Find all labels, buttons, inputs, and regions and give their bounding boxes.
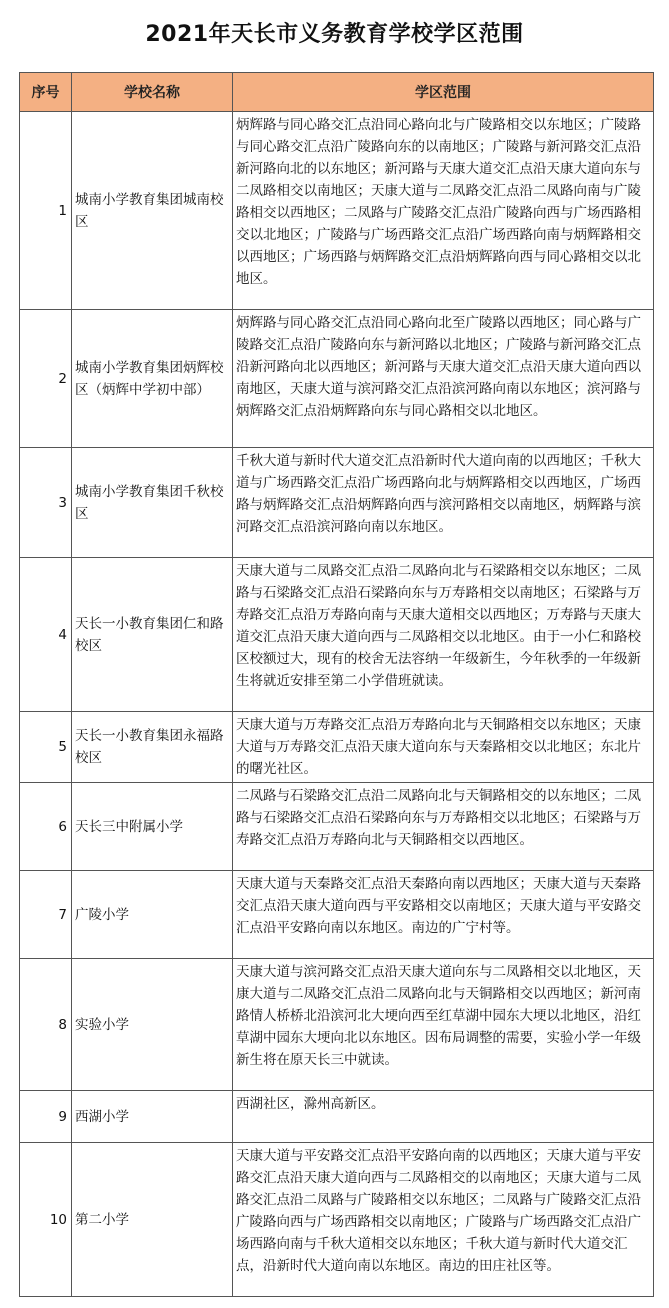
table-header-row [20, 73, 654, 112]
row-number: 5 [20, 712, 72, 783]
table-row [20, 1143, 654, 1297]
school-name: 天长一小教育集团永福路校区 [72, 712, 233, 783]
row-number: 7 [20, 871, 72, 959]
school-name: 实验小学 [72, 959, 233, 1091]
school-name: 天长三中附属小学 [72, 783, 233, 871]
district-range: 天康大道与万寿路交汇点沿万寿路向北与天铜路相交以东地区；天康大道与万寿路交汇点沿天康大道向东与天秦路相交以北地区；东北片的曙光社区。 [233, 712, 654, 783]
row-number: 2 [20, 310, 72, 448]
table-row [20, 712, 654, 783]
district-range: 炳辉路与同心路交汇点沿同心路向北与广陵路相交以东地区；广陵路与同心路交汇点沿广陵路向东的以南地区；广陵路与新河路交汇点沿新河路向北的以东地区；新河路与天康大道交汇点沿天康大道向东与二凤路相交以南地区；天康大道与二凤路交汇点沿二凤路向南与广陵路相交以西地区；二凤路与广陵路交汇点沿广陵路向西与广场西路相交以北地区；广陵路与广场西路交汇点沿广场西路向南与炳辉路相交以西地区；广场西路与炳辉路交汇点沿炳辉路向西与同心路相交以北地区。 [233, 112, 654, 310]
row-number: 10 [20, 1143, 72, 1297]
row-number: 8 [20, 959, 72, 1091]
row-number: 3 [20, 448, 72, 558]
table-row [20, 558, 654, 712]
table-row [20, 959, 654, 1091]
school-name: 城南小学教育集团千秋校区 [72, 448, 233, 558]
school-name: 天长一小教育集团仁和路校区 [72, 558, 233, 712]
table-row [20, 783, 654, 871]
table-row [20, 310, 654, 448]
school-name: 第二小学 [72, 1143, 233, 1297]
row-number: 4 [20, 558, 72, 712]
district-range: 炳辉路与同心路交汇点沿同心路向北至广陵路以西地区；同心路与广陵路交汇点沿广陵路向东与新河路以北地区；广陵路与新河路交汇点沿新河路向北以西地区；新河路与天康大道交汇点沿天康大道向西以南地区，天康大道与滨河路交汇点沿滨河路向南以东地区；滨河路与炳辉路交汇点沿炳辉路向东与同心路相交以北地区。 [233, 310, 654, 448]
table-row [20, 871, 654, 959]
table-row [20, 112, 654, 310]
district-range: 天康大道与天秦路交汇点沿天秦路向南以西地区；天康大道与天秦路交汇点沿天康大道向西与平安路相交以南地区；天康大道与平安路交汇点沿平安路向南以东地区。南边的广宁村等。 [233, 871, 654, 959]
school-name: 广陵小学 [72, 871, 233, 959]
row-number: 6 [20, 783, 72, 871]
school-name: 城南小学教育集团炳辉校区（炳辉中学初中部） [72, 310, 233, 448]
page-title: 2021年天长市义务教育学校学区范围 [145, 22, 524, 47]
district-range: 天康大道与滨河路交汇点沿天康大道向东与二凤路相交以北地区，天康大道与二凤路交汇点沿二凤路向北与天铜路相交以西地区；新河南路情人桥桥北沿滨河北大埂向西至红草湖中园东大埂以北地区，沿红草湖中园东大埂向北以东地区。因布局调整的需要，实验小学一年级新生将在原天长三中就读。 [233, 959, 654, 1091]
school-name: 城南小学教育集团城南校区 [72, 112, 233, 310]
district-range: 千秋大道与新时代大道交汇点沿新时代大道向南的以西地区；千秋大道与广场西路交汇点沿广场西路向北与炳辉路相交以西地区，广场西路与炳辉路交汇点沿炳辉路向西与滨河路相交以南地区，炳辉路与滨河路交汇点沿滨河路向南以东地区。 [233, 448, 654, 558]
row-number: 1 [20, 112, 72, 310]
school-name: 西湖小学 [72, 1091, 233, 1143]
school-district-table [19, 72, 654, 1297]
table-row [20, 1091, 654, 1143]
header-range: 学区范围 [233, 73, 654, 112]
table-row [20, 448, 654, 558]
district-range: 天康大道与平安路交汇点沿平安路向南的以西地区；天康大道与平安路交汇点沿天康大道向西与二凤路相交的以南地区；天康大道与二凤路交汇点沿二凤路与广陵路相交以东地区；二凤路与广陵路交汇点沿广陵路向西与广场西路相交以南地区；广陵路与广场西路交汇点沿广场西路向南与千秋大道相交以东地区；千秋大道与新时代大道交汇点，沿新时代大道向南以东地区。南边的田庄社区等。 [233, 1143, 654, 1297]
header-no: 序号 [20, 73, 72, 112]
header-school: 学校名称 [72, 73, 233, 112]
district-range: 二凤路与石梁路交汇点沿二凤路向北与天铜路相交的以东地区；二凤路与石梁路交汇点沿石梁路向东与万寿路相交以北地区；石梁路与万寿路交汇点沿万寿路向北与天铜路相交以西地区。 [233, 783, 654, 871]
district-range: 西湖社区，滁州高新区。 [233, 1091, 654, 1143]
row-number: 9 [20, 1091, 72, 1143]
district-range: 天康大道与二凤路交汇点沿二凤路向北与石梁路相交以东地区；二凤路与石梁路交汇点沿石梁路向东与万寿路相交以南地区；石梁路与万寿路交汇点沿万寿路向南与天康大道相交以西地区；万寿路与天康大道交汇点沿天康大道向西与二凤路相交以北地区。由于一小仁和路校区校额过大，现有的校舍无法容纳一年级新生，今年秋季的一年级新生将就近安排至第二小学借班就读。 [233, 558, 654, 712]
